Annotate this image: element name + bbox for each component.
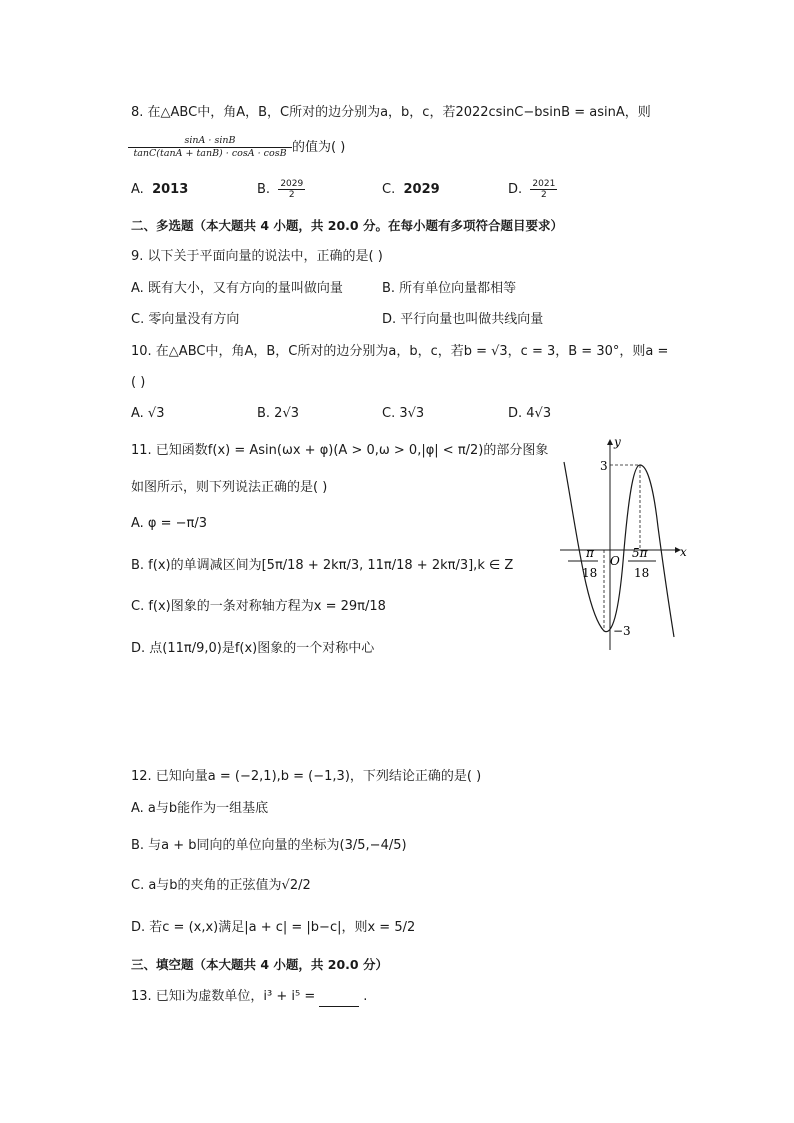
option-fraction — [278, 179, 305, 200]
q12-option-c: C. a与b的夹角的正弦值为√2/2 — [131, 878, 311, 893]
option-label: C. — [382, 182, 396, 197]
option-label: A. — [131, 182, 144, 197]
option-label: B. — [257, 182, 271, 197]
q8-option-d — [508, 178, 557, 202]
q9-option-a: A. 既有大小，又有方向的量叫做向量 — [131, 281, 343, 296]
x-axis-label: x — [680, 545, 687, 559]
right-tick-den: 18 — [634, 566, 650, 580]
fraction-num: 2021 — [532, 179, 556, 189]
option-value: 2013 — [152, 182, 189, 197]
fraction-den: 2 — [288, 190, 295, 200]
q10-option-d: D. 4√3 — [508, 406, 552, 421]
q11-option-d: D. 点(11π/9,0)是f(x)图象的一个对称中心 — [131, 641, 375, 656]
q8-option-b — [257, 178, 305, 202]
q8-stem: 8. 在△ABC中，角A，B，C所对的边分别为a，b，c，若2022csinC−bsinB = asinA，则 — [131, 105, 651, 120]
q12-stem: 12. 已知向量a = (−2,1),b = (−1,3)，下列结论正确的是( ) — [131, 769, 482, 784]
q11-sine-graph — [552, 432, 702, 654]
section-fill-blank-heading: 三、填空题（本大题共 4 小题，共 20.0 分） — [131, 957, 388, 972]
q13-stem — [131, 987, 367, 1007]
q8-option-c — [382, 180, 440, 200]
max-value-label: 3 — [600, 459, 608, 473]
q8-fraction-numerator: sinA · sinB — [128, 135, 292, 148]
q11-stem-cont: 如图所示，则下列说法正确的是( ) — [131, 480, 328, 495]
q11-option-b: B. f(x)的单调减区间为[5π/18 + 2kπ/3, 11π/18 + 2kπ/3],k ∈ Z — [131, 558, 514, 573]
q13-end: . — [363, 989, 368, 1004]
answer-blank[interactable] — [319, 1006, 359, 1007]
q10-option-a: A. √3 — [131, 406, 165, 421]
q11-option-a: A. φ = −π/3 — [131, 516, 208, 531]
q10-stem-cont: ( ) — [131, 375, 146, 390]
y-axis-label: y — [614, 435, 621, 449]
q11-stem: 11. 已知函数f(x) = Asin(ωx + φ)(A > 0,ω > 0,|φ| < π/2)的部分图象 — [131, 443, 549, 458]
q13-text: 13. 已知i为虚数单位，i³ + i⁵ = — [131, 989, 316, 1004]
q10-option-b: B. 2√3 — [257, 406, 300, 421]
option-label: D. — [508, 182, 523, 197]
fraction-den: 2 — [541, 190, 547, 200]
q10-option-c: C. 3√3 — [382, 406, 425, 421]
q12-option-b: B. 与a + b同向的单位向量的坐标为(3/5,−4/5) — [131, 838, 407, 853]
q10-stem: 10. 在△ABC中，角A，B，C所对的边分别为a，b，c，若b = √3，c = 3，B = 30°，则a = — [131, 344, 669, 359]
fraction-num: 2029 — [280, 179, 304, 189]
origin-label: O — [610, 554, 620, 568]
left-tick-num: π — [586, 546, 594, 560]
min-value-label: −3 — [613, 624, 631, 638]
q8-option-a — [131, 180, 188, 200]
q9-option-b: B. 所有单位向量都相等 — [382, 281, 517, 296]
left-tick-den: 18 — [582, 566, 598, 580]
q8-fraction-denominator: tanC(tanA + tanB) · cosA · cosB — [133, 148, 287, 159]
option-fraction — [530, 179, 557, 200]
right-tick-num: 5π — [632, 546, 648, 560]
q8-stem-tail: 的值为( ) — [292, 140, 346, 155]
q9-option-c: C. 零向量没有方向 — [131, 312, 240, 327]
option-value: 2029 — [403, 182, 440, 197]
q8-fraction — [128, 135, 292, 160]
q12-option-d: D. 若c = (x,x)满足|a + c| = |b−c|，则x = 5/2 — [131, 920, 416, 935]
q9-stem: 9. 以下关于平面向量的说法中，正确的是( ) — [131, 249, 383, 264]
q12-option-a: A. a与b能作为一组基底 — [131, 801, 269, 816]
q9-option-d: D. 平行向量也叫做共线向量 — [382, 312, 544, 327]
q11-option-c: C. f(x)图象的一条对称轴方程为x = 29π/18 — [131, 599, 386, 614]
section-multi-choice-heading: 二、多选题（本大题共 4 小题，共 20.0 分。在每小题有多项符合题目要求） — [131, 218, 563, 233]
